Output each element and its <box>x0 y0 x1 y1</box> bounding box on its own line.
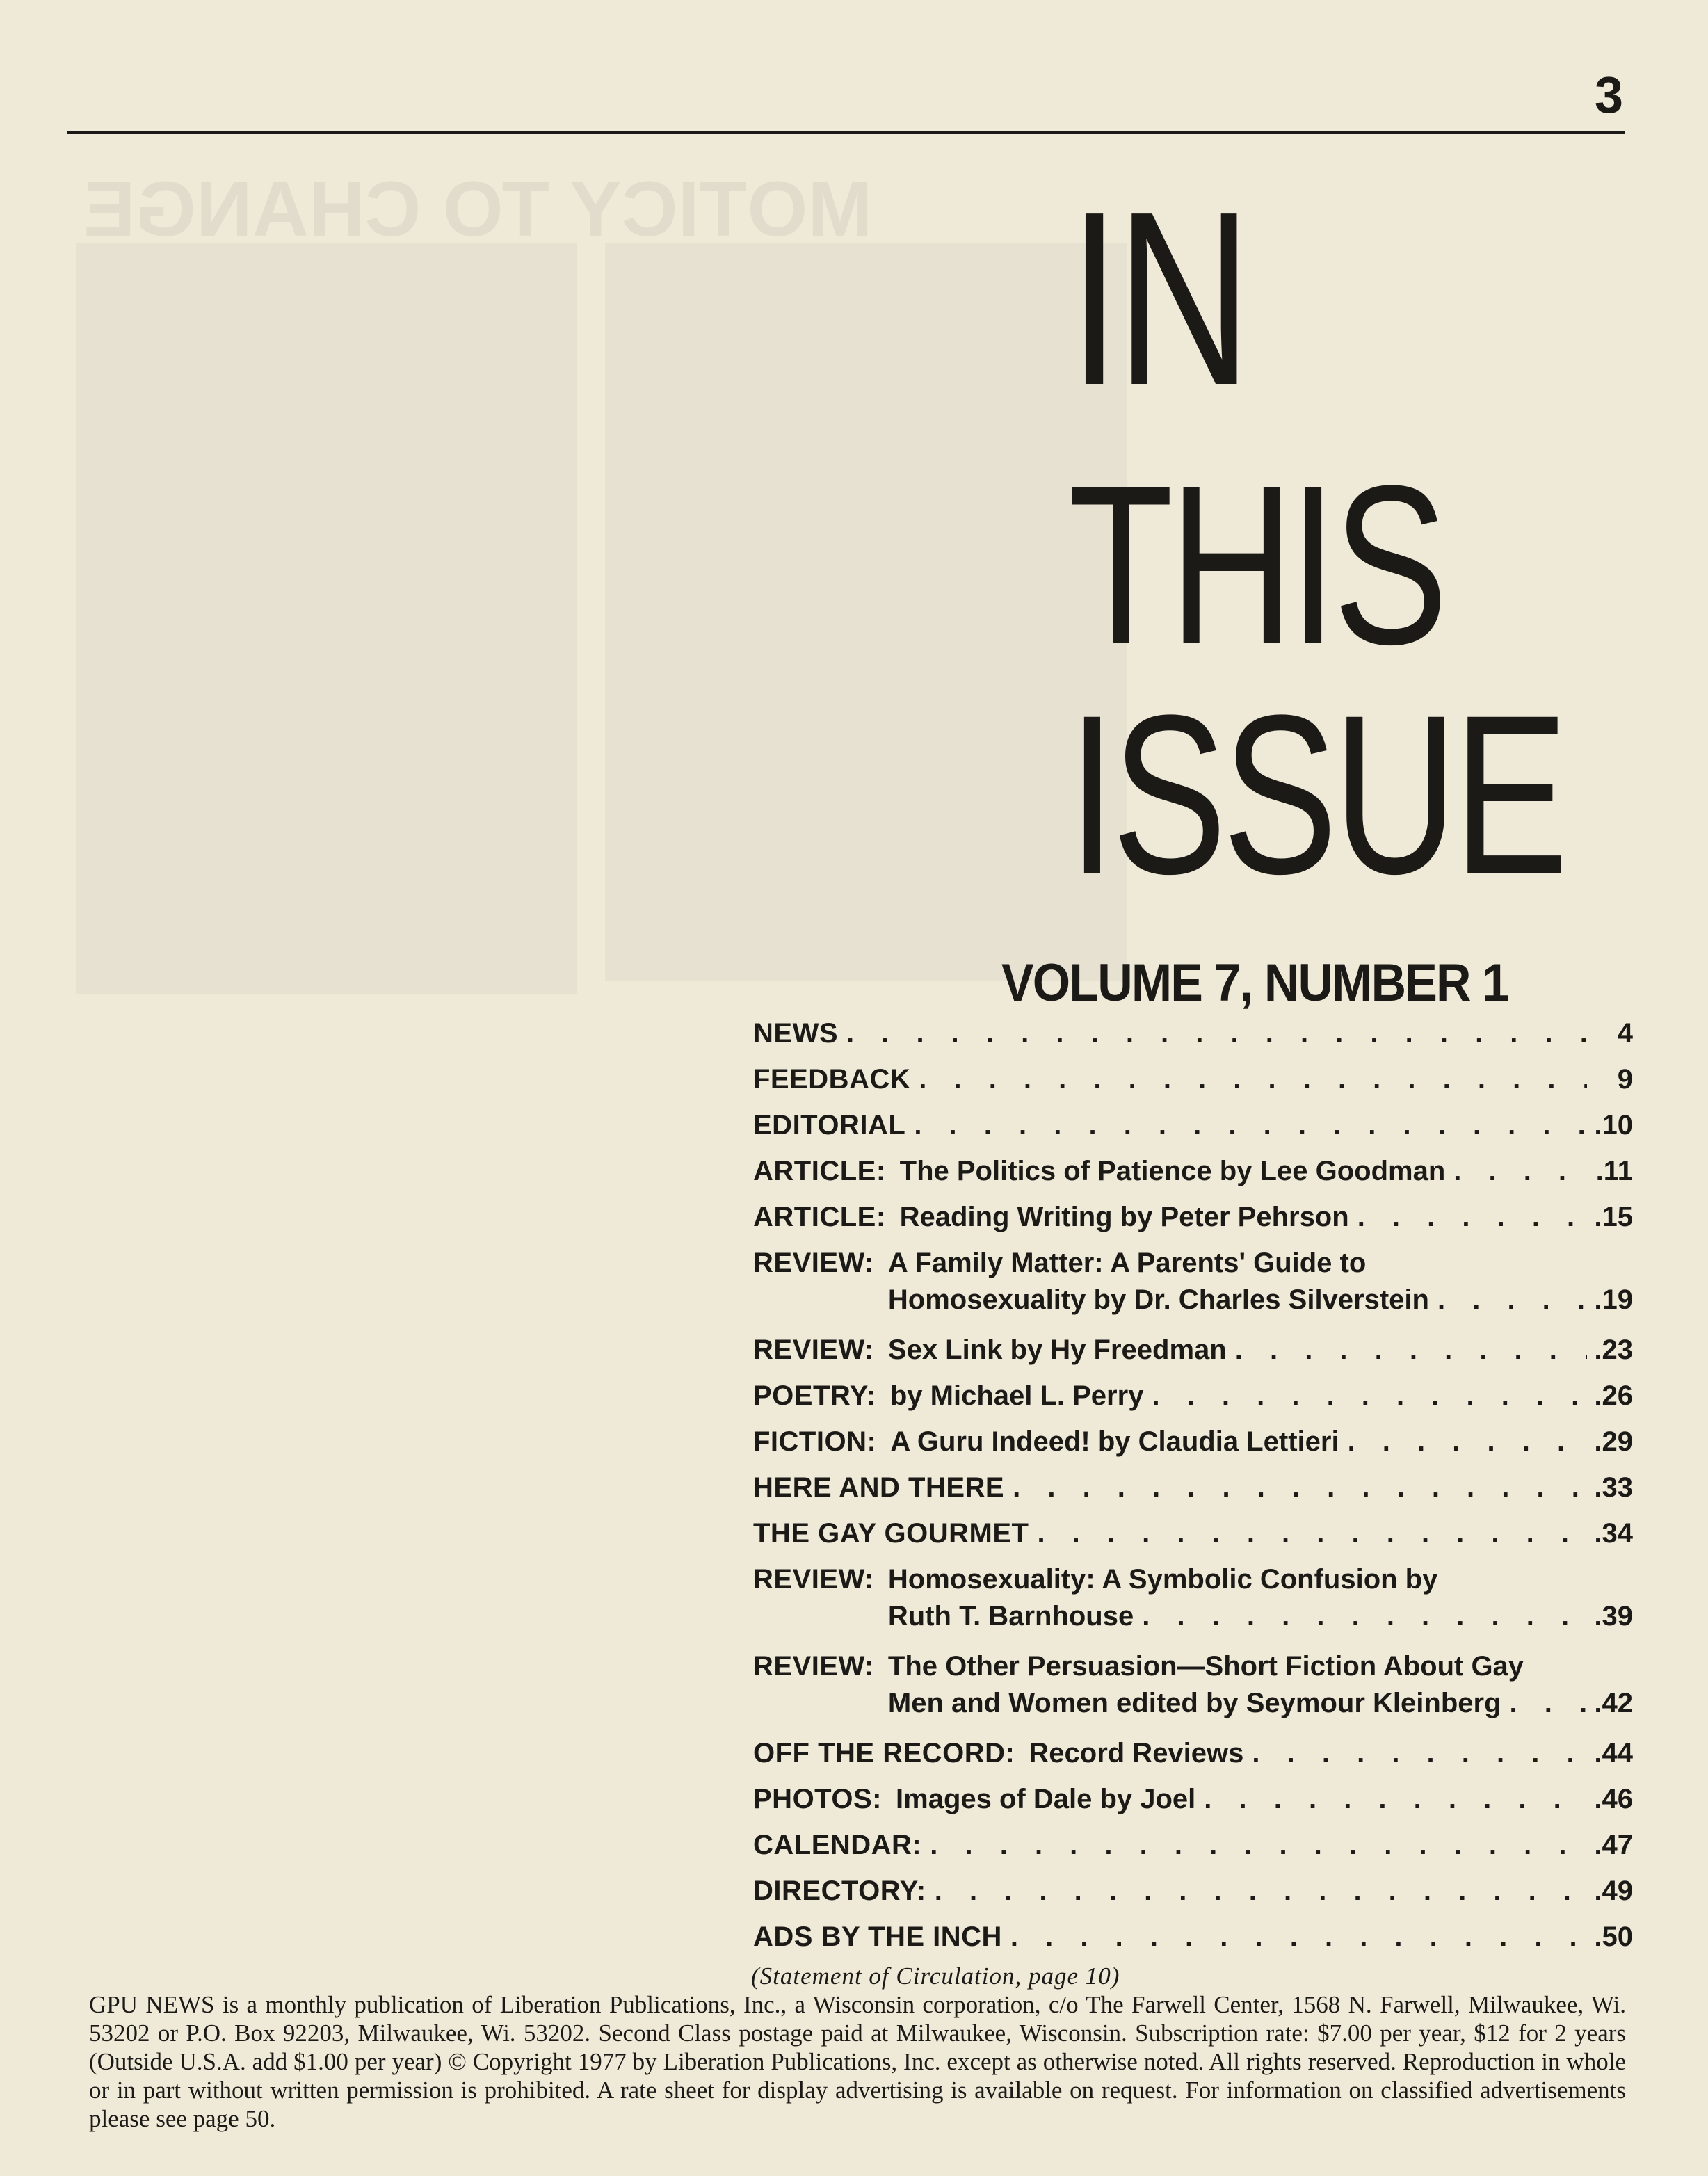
toc-entry-article-politics-of-patience[interactable]: ARTICLE: The Politics of Patience by Lee Goodman . . . .11 <box>753 1153 1633 1190</box>
volume-number: VOLUME 7, NUMBER 1 <box>1001 953 1508 1013</box>
circulation-note: (Statement of Circulation, page 10) <box>751 1963 1120 1990</box>
show-through-headline: MOTICY TO CHANGE <box>83 166 873 252</box>
toc-entry-review-the-other-persuasion[interactable]: REVIEW: The Other Persuasion—Short Fiction About Gay Men and Women edited by Seymour Kleinberg . . . .42 <box>753 1648 1633 1726</box>
toc-entry-poetry[interactable]: POETRY: by Michael L. Perry . . . .26 <box>753 1378 1633 1415</box>
toc-entry-review-sex-link[interactable]: REVIEW: Sex Link by Hy Freedman . . . .23 <box>753 1332 1633 1369</box>
table-of-contents <box>753 1015 1633 1956</box>
toc-entry-feedback[interactable]: FEEDBACK . . . 9 <box>753 1061 1633 1098</box>
toc-entry-directory[interactable]: DIRECTORY: . . . .49 <box>753 1873 1633 1910</box>
toc-entry-review-homosexuality-symbolic-confusion[interactable]: REVIEW: Homosexuality: A Symbolic Confusion by Ruth T. Barnhouse . . . .39 <box>753 1561 1633 1639</box>
toc-entry-news[interactable]: NEWS . . . 4 <box>753 1015 1633 1052</box>
page-number: 3 <box>1594 66 1623 124</box>
toc-entry-the-gay-gourmet[interactable]: THE GAY GOURMET . . . .34 <box>753 1515 1633 1552</box>
publication-masthead: GPU NEWS is a monthly publication of Liberation Publications, Inc., a Wisconsin corporation, c/o The Farwell Center, 1568 N. Farwell, Milwaukee, Wi. 53202 or P.O. Box 92203, Milwaukee, Wi. 53202. Second Class postage paid at Milwaukee, Wisconsin. Subscription rate: $7.00 per year, $12 for 2 years (Outside U.S.A. add $1.00 per year) © Copyright 1977 by Liberation Publications, Inc. except as otherwise noted. All rights reserved. Reproduction in whole or in part without written permission is prohibited. A rate sheet for display advertising is available on request. For information on classified advertisements please see page 50. <box>89 1991 1626 2132</box>
show-through-column-left <box>76 243 577 994</box>
top-rule <box>67 131 1625 134</box>
toc-entry-editorial[interactable]: EDITORIAL . . . .10 <box>753 1107 1633 1144</box>
show-through-column-mid <box>605 243 1127 981</box>
toc-entry-calendar[interactable]: CALENDAR: . . . .47 <box>753 1827 1633 1864</box>
toc-entry-review-a-family-matter[interactable]: REVIEW: A Family Matter: A Parents' Guide to Homosexuality by Dr. Charles Silverstein . . . .19 <box>753 1245 1633 1323</box>
toc-entry-here-and-there[interactable]: HERE AND THERE . . . .33 <box>753 1469 1633 1506</box>
title-line-issue: ISSUE <box>1068 668 1565 921</box>
toc-entry-photos[interactable]: PHOTOS: Images of Dale by Joel . . . .46 <box>753 1781 1633 1818</box>
title-line-in: IN <box>1068 161 1248 437</box>
toc-entry-fiction-a-guru-indeed[interactable]: FICTION: A Guru Indeed! by Claudia Lettieri . . . .29 <box>753 1424 1633 1460</box>
toc-entry-off-the-record[interactable]: OFF THE RECORD: Record Reviews . . . .44 <box>753 1735 1633 1772</box>
toc-entry-ads-by-the-inch[interactable]: ADS BY THE INCH . . . .50 <box>753 1919 1633 1956</box>
toc-entry-article-reading-writing[interactable]: ARTICLE: Reading Writing by Peter Pehrson . . . .15 <box>753 1199 1633 1236</box>
title-line-this: THIS <box>1068 439 1444 692</box>
